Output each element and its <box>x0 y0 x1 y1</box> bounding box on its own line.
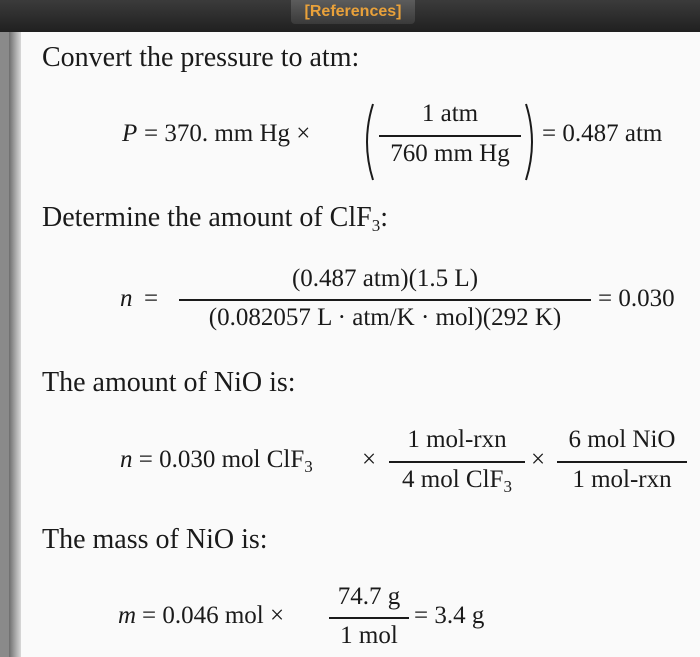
pressure-fraction-bar <box>379 135 521 137</box>
pressure-conversion-numerator: 1 atm <box>421 100 479 127</box>
amount-clf3-heading <box>42 202 388 234</box>
pressure-given: = 370. mm Hg × <box>144 120 311 147</box>
left-paren <box>359 102 375 182</box>
mole-ratio-1-denominator <box>389 466 525 494</box>
amount-clf3-heading-subscript: 3 <box>371 216 381 235</box>
mass-result: = 3.4 g <box>414 602 485 629</box>
amount-clf3-heading-colon: : <box>380 202 388 233</box>
mole-ratio-2-bar <box>557 461 687 463</box>
ideal-gas-denominator: (0.082057 L · atm/K · mol)(292 K) <box>208 304 562 331</box>
amount-nio-given <box>120 446 313 474</box>
mole-ratio-1-denominator-subscript: 3 <box>503 477 512 496</box>
mass-given: = 0.046 mol × <box>142 602 285 629</box>
amount-nio-given-subscript: 3 <box>304 457 313 476</box>
amount-nio-heading: The amount of NiO is: <box>42 367 296 398</box>
amount-nio-given-text: = 0.030 mol ClF <box>138 446 305 473</box>
references-button[interactable]: [References] <box>291 0 415 24</box>
left-border <box>0 32 9 657</box>
solution-panel <box>21 32 700 657</box>
ideal-gas-numerator: (0.487 atm)(1.5 L) <box>291 265 479 292</box>
amount-clf3-heading-text: Determine the amount of ClF <box>42 202 372 233</box>
pressure-result: = 0.487 atm <box>542 120 663 147</box>
pressure-heading: Convert the pressure to atm: <box>42 42 360 73</box>
mass-variable: m <box>118 602 137 629</box>
amount-clf3-result: = 0.030 <box>598 285 675 312</box>
mass-nio-heading: The mass of NiO is: <box>42 524 268 555</box>
mole-ratio-1-numerator: 1 mol-rxn <box>407 426 507 453</box>
ideal-gas-fraction-bar <box>179 299 591 301</box>
mole-ratio-1-bar <box>389 461 525 463</box>
mole-ratio-1-denominator-text: 4 mol ClF <box>402 466 504 493</box>
mole-ratio-2-denominator: 1 mol-rxn <box>572 466 672 493</box>
times-sign-1: × <box>362 446 377 473</box>
panel-shadow <box>9 32 21 657</box>
molar-mass-denominator: 1 mol <box>340 622 398 649</box>
molar-mass-numerator: 74.7 g <box>337 583 401 610</box>
pressure-conversion-denominator: 760 mm Hg <box>390 140 510 167</box>
mole-ratio-2-numerator: 6 mol NiO <box>568 426 676 453</box>
amount-clf3-variable: n <box>120 285 133 312</box>
molar-mass-bar <box>329 617 409 619</box>
pressure-variable: P <box>122 120 138 147</box>
amount-nio-variable: n <box>120 446 133 473</box>
times-sign-2: × <box>531 446 546 473</box>
top-bar <box>0 0 700 32</box>
right-paren <box>524 102 540 182</box>
amount-clf3-equals: = <box>144 285 159 312</box>
